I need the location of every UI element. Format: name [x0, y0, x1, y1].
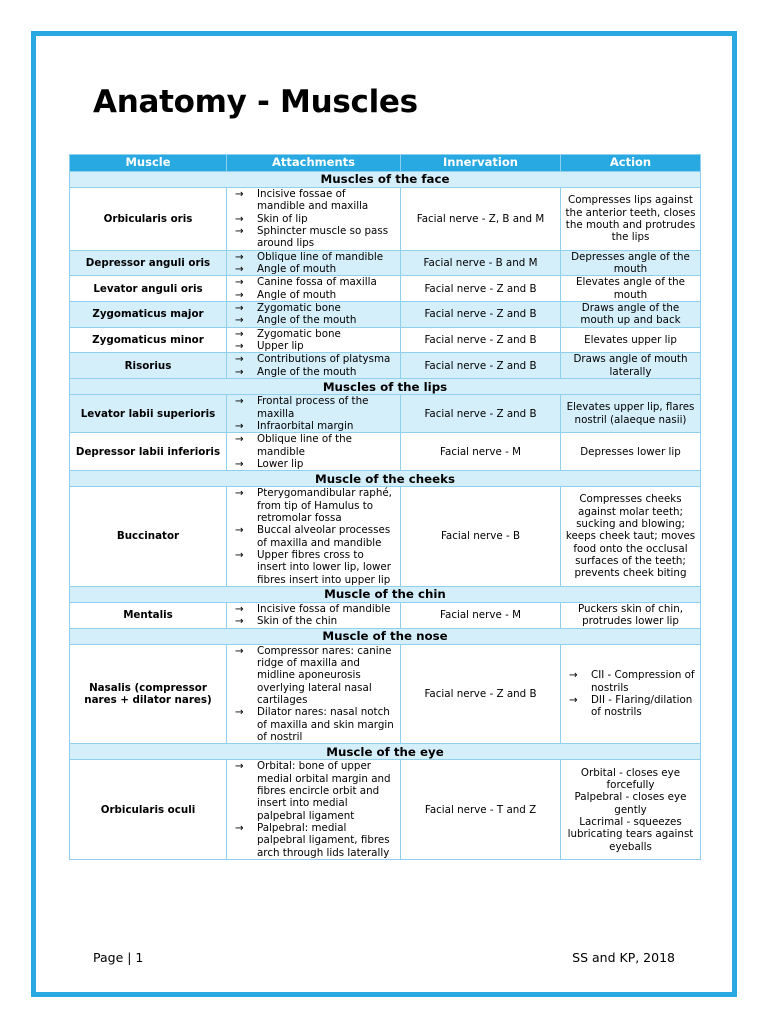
- arrow-right-icon: →: [569, 669, 578, 682]
- innervation-cell: Facial nerve - B and M: [401, 250, 561, 276]
- section-header-row: [70, 744, 701, 760]
- muscles-table: [69, 154, 701, 860]
- arrow-right-icon: →: [235, 212, 244, 225]
- table-row: [70, 644, 701, 744]
- arrow-right-icon: →: [235, 524, 244, 537]
- action-text: Palpebral - closes eye gently: [574, 791, 687, 816]
- attachment-item: [231, 353, 396, 365]
- attachment-text: Angle of mouth: [257, 263, 337, 276]
- attachments-cell: [227, 602, 401, 628]
- table-row: [70, 487, 701, 587]
- attachment-text: Contributions of platysma: [257, 353, 391, 366]
- attachment-item: [231, 603, 396, 615]
- section-heading: Muscle of the eye: [70, 744, 701, 760]
- attachments-cell: [227, 487, 401, 587]
- attachment-item: [231, 366, 396, 378]
- table-row: [70, 760, 701, 860]
- action-cell: [561, 433, 701, 471]
- arrow-right-icon: →: [235, 395, 244, 408]
- table-row: [70, 327, 701, 353]
- attachment-item: [231, 225, 396, 250]
- attachments-cell: [227, 188, 401, 251]
- arrow-right-icon: →: [235, 314, 244, 327]
- table-row: [70, 302, 701, 328]
- column-header-innervation: Innervation: [401, 155, 561, 172]
- section-header-row: [70, 172, 701, 188]
- action-text: Draws angle of the mouth up and back: [580, 302, 681, 327]
- action-cell: [561, 760, 701, 860]
- attachment-list: [231, 487, 396, 586]
- table-header-row: [70, 155, 701, 172]
- muscle-name: Zygomaticus minor: [70, 327, 227, 353]
- attachment-text: Sphincter muscle so pass around lips: [257, 225, 389, 250]
- attachment-item: [231, 302, 396, 314]
- attachment-text: Incisive fossa of mandible: [257, 602, 391, 615]
- arrow-right-icon: →: [235, 188, 244, 200]
- column-header-action: Action: [561, 155, 701, 172]
- attachment-text: Incisive fossae of mandible and maxilla: [257, 188, 369, 213]
- attachments-cell: [227, 433, 401, 471]
- section-heading: Muscles of the face: [70, 172, 701, 188]
- attachment-item: [231, 615, 396, 627]
- muscle-name: Zygomaticus major: [70, 302, 227, 328]
- innervation-cell: Facial nerve - M: [401, 433, 561, 471]
- arrow-right-icon: →: [235, 327, 244, 340]
- action-text: Draws angle of mouth laterally: [573, 353, 688, 378]
- arrow-right-icon: →: [235, 644, 244, 657]
- table-row: [70, 353, 701, 379]
- attachment-item: [231, 276, 396, 288]
- innervation-cell: Facial nerve - M: [401, 602, 561, 628]
- muscle-name: Depressor labii inferioris: [70, 433, 227, 471]
- muscle-name: Levator anguli oris: [70, 276, 227, 302]
- attachments-cell: [227, 760, 401, 860]
- muscle-name: Mentalis: [70, 602, 227, 628]
- attachment-item: [231, 458, 396, 470]
- section-header-row: [70, 471, 701, 487]
- attachment-text: Angle of mouth: [257, 288, 337, 301]
- table-row: [70, 188, 701, 251]
- action-cell: [561, 327, 701, 353]
- muscle-name: Depressor anguli oris: [70, 250, 227, 276]
- attachment-text: Skin of lip: [257, 212, 308, 225]
- attachment-list: [231, 760, 396, 859]
- action-cell: [561, 302, 701, 328]
- attachments-cell: [227, 327, 401, 353]
- attachments-cell: [227, 353, 401, 379]
- attachment-item: [231, 420, 396, 432]
- arrow-right-icon: →: [235, 276, 244, 289]
- action-text: DII - Flaring/dilation of nostrils: [591, 694, 693, 719]
- innervation-cell: Facial nerve - T and Z: [401, 760, 561, 860]
- innervation-cell: Facial nerve - Z and B: [401, 327, 561, 353]
- action-text: Elevates angle of the mouth: [575, 276, 686, 301]
- action-text: Compresses cheeks against molar teeth; sucking and blowing; keeps cheek taut; moves food onto the occlusal surfaces of the teeth; prevents cheek biting: [565, 493, 696, 580]
- attachment-item: [231, 433, 396, 458]
- action-cell: [561, 250, 701, 276]
- table-row: [70, 250, 701, 276]
- attachment-text: Pterygomandibular raphé, from tip of Hamulus to retromolar fossa: [257, 487, 392, 524]
- attachment-text: Zygomatic bone: [257, 327, 341, 340]
- attachment-text: Buccal alveolar processes of maxilla and mandible: [257, 524, 391, 549]
- arrow-right-icon: →: [235, 353, 244, 366]
- action-cell: [561, 487, 701, 587]
- action-text: Orbital - closes eye forcefully: [580, 766, 681, 791]
- innervation-cell: Facial nerve - Z and B: [401, 302, 561, 328]
- attachment-list: [231, 395, 396, 432]
- attachment-text: Canine fossa of maxilla: [257, 276, 377, 289]
- attachment-item: [231, 251, 396, 263]
- table-row: [70, 433, 701, 471]
- muscle-name: Nasalis (compressor nares + dilator nares): [70, 644, 227, 744]
- attachment-text: Oblique line of the mandible: [257, 433, 352, 458]
- action-text: Depresses lower lip: [580, 445, 681, 458]
- column-header-attachments: Attachments: [227, 155, 401, 172]
- attachment-list: [231, 276, 396, 301]
- attachment-item: [231, 213, 396, 225]
- attachment-text: Lower lip: [257, 457, 304, 470]
- action-text: Elevates upper lip, flares nostril (alaeque nasii): [566, 401, 695, 426]
- attachment-item: [231, 188, 396, 213]
- arrow-right-icon: →: [235, 706, 244, 719]
- attachment-list: [231, 188, 396, 250]
- muscle-name: Orbicularis oculi: [70, 760, 227, 860]
- arrow-right-icon: →: [235, 487, 244, 500]
- attachment-item: [231, 549, 396, 586]
- arrow-right-icon: →: [235, 457, 244, 470]
- section-header-row: [70, 628, 701, 644]
- attachment-text: Upper lip: [257, 340, 304, 353]
- arrow-right-icon: →: [235, 288, 244, 301]
- attachment-item: [231, 760, 396, 822]
- attachment-item: [231, 340, 396, 352]
- action-item: [565, 694, 696, 719]
- section-heading: Muscle of the chin: [70, 586, 701, 602]
- attachment-text: Dilator nares: nasal notch of maxilla and skin margin of nostril: [257, 706, 394, 744]
- section-heading: Muscles of the lips: [70, 379, 701, 395]
- innervation-cell: Facial nerve - Z, B and M: [401, 188, 561, 251]
- attachment-text: Infraorbital margin: [257, 419, 354, 432]
- action-item: [565, 669, 696, 694]
- action-cell: [561, 395, 701, 433]
- attachment-list: [231, 603, 396, 628]
- attachments-cell: [227, 250, 401, 276]
- attachments-cell: [227, 276, 401, 302]
- arrow-right-icon: →: [235, 760, 244, 773]
- attachment-text: Palpebral: medial palpebral ligament, fibres arch through lids laterally: [257, 822, 390, 859]
- arrow-right-icon: →: [235, 548, 244, 561]
- innervation-cell: Facial nerve - Z and B: [401, 644, 561, 744]
- action-cell: [561, 188, 701, 251]
- attachment-list: [231, 645, 396, 744]
- attachment-text: Angle of the mouth: [257, 365, 357, 378]
- arrow-right-icon: →: [235, 365, 244, 378]
- table-row: [70, 602, 701, 628]
- attachments-cell: [227, 395, 401, 433]
- attachment-list: [231, 328, 396, 353]
- arrow-right-icon: →: [235, 419, 244, 432]
- action-text: Depresses angle of the mouth: [571, 250, 690, 276]
- attachment-list: [231, 302, 396, 327]
- attachments-cell: [227, 644, 401, 744]
- section-header-row: [70, 586, 701, 602]
- attachment-text: Orbital: bone of upper medial orbital margin and fibres encircle orbit and insert into medial palpebral ligament: [257, 760, 391, 822]
- section-header-row: [70, 379, 701, 395]
- attachment-item: [231, 289, 396, 301]
- arrow-right-icon: →: [569, 694, 578, 707]
- arrow-right-icon: →: [235, 250, 244, 263]
- attachment-item: [231, 524, 396, 549]
- attachment-item: [231, 487, 396, 524]
- attachment-item: [231, 328, 396, 340]
- attachment-text: Compressor nares: canine ridge of maxilla and midline aponeurosis overlying lateral nasal cartilages: [257, 644, 392, 707]
- table-row: [70, 276, 701, 302]
- attachment-list: [231, 251, 396, 276]
- action-cell: [561, 644, 701, 744]
- arrow-right-icon: →: [235, 263, 244, 276]
- section-heading: Muscle of the nose: [70, 628, 701, 644]
- muscle-name: Levator labii superioris: [70, 395, 227, 433]
- attachments-cell: [227, 302, 401, 328]
- arrow-right-icon: →: [235, 340, 244, 353]
- innervation-cell: Facial nerve - B: [401, 487, 561, 587]
- attachment-text: Zygomatic bone: [257, 302, 341, 315]
- action-text: Puckers skin of chin, protrudes lower lip: [577, 602, 684, 628]
- attachment-text: Oblique line of mandible: [257, 250, 384, 263]
- attachment-item: [231, 263, 396, 275]
- action-text: Elevates upper lip: [584, 333, 677, 346]
- attachment-list: [231, 353, 396, 378]
- attachment-text: Angle of the mouth: [257, 314, 357, 327]
- attachment-item: [231, 822, 396, 859]
- attachment-item: [231, 314, 396, 326]
- muscle-name: Risorius: [70, 353, 227, 379]
- innervation-cell: Facial nerve - Z and B: [401, 395, 561, 433]
- attachment-item: [231, 706, 396, 743]
- attachment-text: Frontal process of the maxilla: [257, 395, 369, 420]
- action-cell: [561, 353, 701, 379]
- table-body: [70, 172, 701, 860]
- arrow-right-icon: →: [235, 433, 244, 446]
- arrow-right-icon: →: [235, 225, 244, 238]
- innervation-cell: Facial nerve - Z and B: [401, 276, 561, 302]
- muscle-name: Orbicularis oris: [70, 188, 227, 251]
- arrow-right-icon: →: [235, 302, 244, 315]
- attachment-list: [231, 433, 396, 470]
- innervation-cell: Facial nerve - Z and B: [401, 353, 561, 379]
- author-credit: SS and KP, 2018: [572, 950, 675, 965]
- page-number: Page | 1: [93, 950, 144, 965]
- action-list: [565, 669, 696, 718]
- attachment-item: [231, 395, 396, 420]
- page-title: Anatomy - Muscles: [93, 84, 418, 120]
- attachment-item: [231, 645, 396, 707]
- action-cell: [561, 276, 701, 302]
- attachment-text: Skin of the chin: [257, 615, 338, 628]
- action-text: Lacrimal - squeezes lubricating tears against eyeballs: [567, 815, 694, 853]
- arrow-right-icon: →: [235, 602, 244, 615]
- action-text: Compresses lips against the anterior teeth, closes the mouth and protrudes the lips: [565, 194, 696, 244]
- action-cell: [561, 602, 701, 628]
- arrow-right-icon: →: [235, 615, 244, 628]
- action-text: CII - Compression of nostrils: [591, 669, 695, 694]
- muscle-name: Buccinator: [70, 487, 227, 587]
- table-row: [70, 395, 701, 433]
- column-header-muscle: Muscle: [70, 155, 227, 172]
- attachment-text: Upper fibres cross to insert into lower lip, lower fibres insert into upper lip: [257, 548, 392, 586]
- arrow-right-icon: →: [235, 822, 244, 835]
- section-heading: Muscle of the cheeks: [70, 471, 701, 487]
